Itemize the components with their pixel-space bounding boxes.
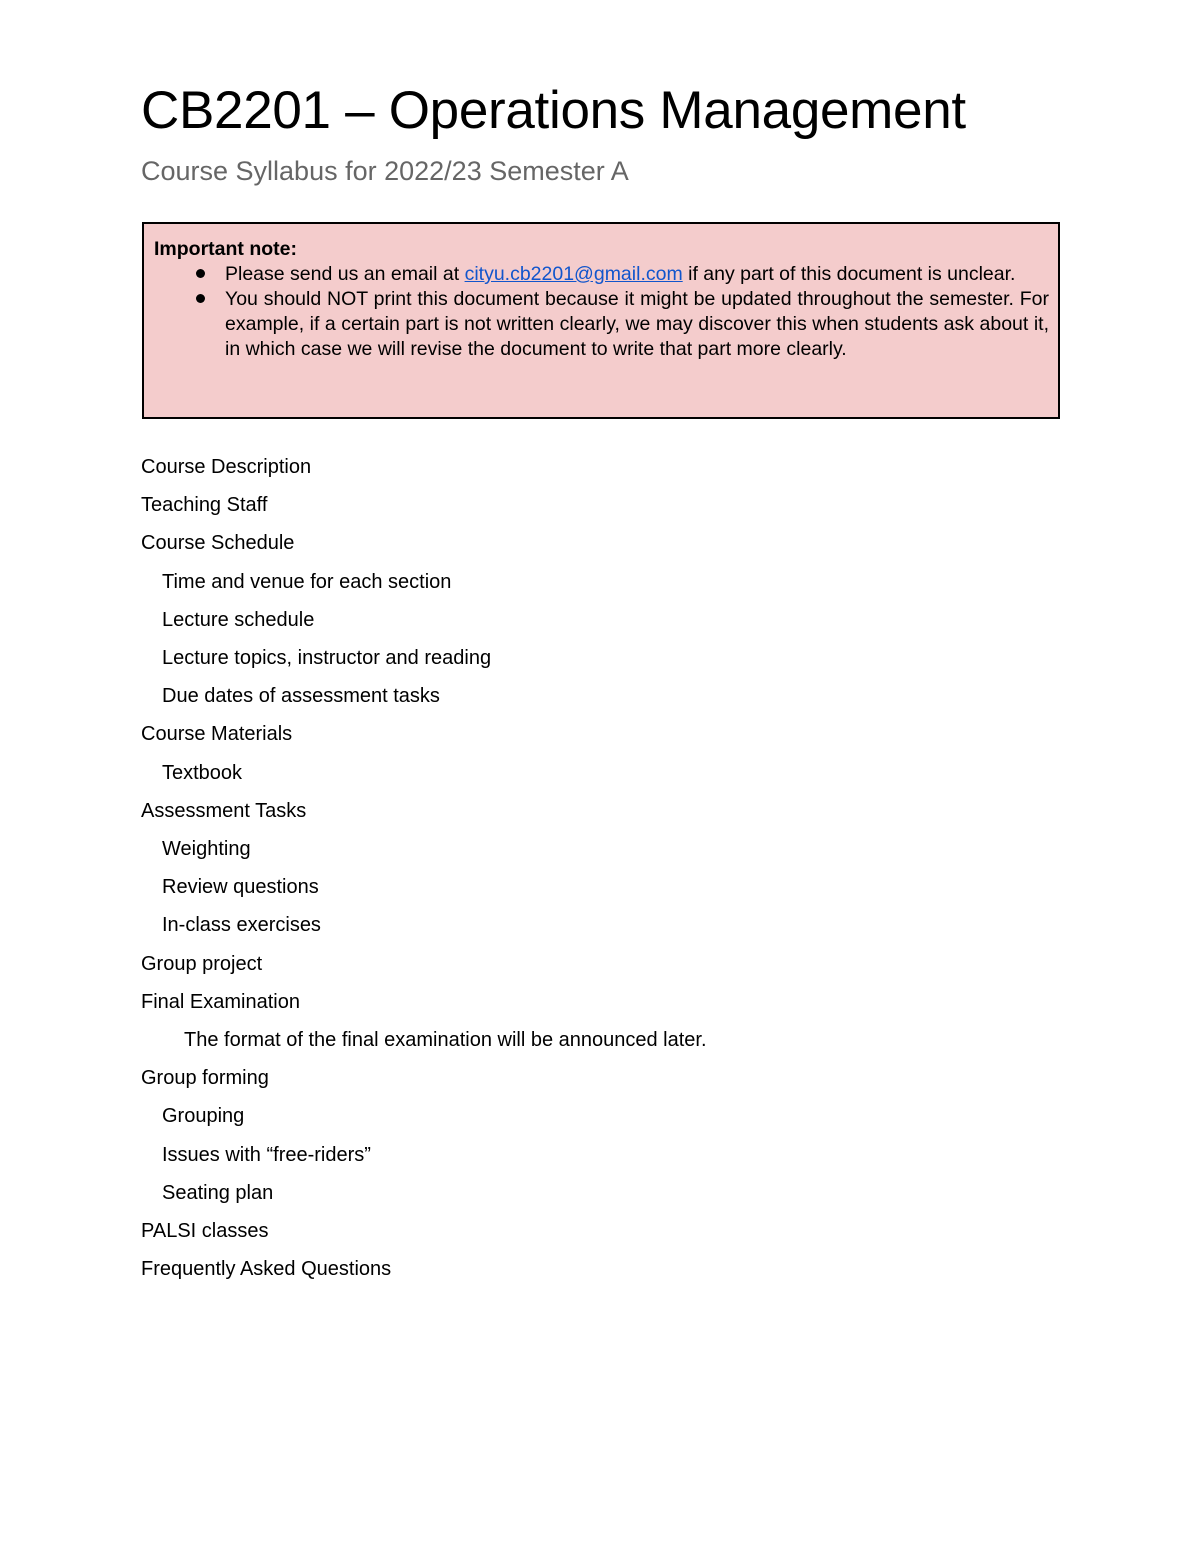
toc-item-in-class-exercises[interactable]: In-class exercises (162, 914, 321, 937)
bullet-icon (196, 294, 205, 303)
toc-item-grouping[interactable]: Grouping (162, 1105, 245, 1128)
toc-item-free-riders[interactable]: Issues with “free-riders” (162, 1143, 371, 1166)
toc-item-lecture-schedule[interactable]: Lecture schedule (162, 608, 315, 631)
toc-item-textbook[interactable]: Textbook (162, 761, 243, 784)
toc-item-course-materials[interactable]: Course Materials (141, 723, 293, 746)
note-heading: Important note: (154, 238, 297, 260)
note-list (154, 262, 1049, 362)
email-link[interactable]: cityu.cb2201@gmail.com (464, 263, 683, 285)
note-item-email-text-before: Please send us an email at (225, 263, 465, 285)
toc-item-assessment-tasks[interactable]: Assessment Tasks (141, 799, 307, 822)
note-item-print-text: You should NOT print this document because it might be updated throughout the semester. For example, if a certain part is not written clearly, we may discover this when students ask about it, in which case we will revise the document to write that part more clearly. (225, 288, 1049, 360)
toc-item-faq[interactable]: Frequently Asked Questions (141, 1258, 392, 1281)
toc-item-palsi-classes[interactable]: PALSI classes (141, 1220, 269, 1243)
toc-item-seating-plan[interactable]: Seating plan (162, 1181, 274, 1204)
toc-item-group-project[interactable]: Group project (141, 952, 263, 975)
note-item-email-text-after: if any part of this document is unclear. (682, 263, 1016, 285)
bullet-icon (196, 269, 205, 278)
toc-item-final-exam-format[interactable]: The format of the final examination will be announced later. (184, 1029, 707, 1052)
toc-item-review-questions[interactable]: Review questions (162, 876, 319, 899)
note-item-print (154, 287, 1049, 362)
toc-item-due-dates[interactable]: Due dates of assessment tasks (162, 685, 440, 708)
note-item-email (154, 262, 1049, 287)
toc-item-time-and-venue[interactable]: Time and venue for each section (162, 570, 452, 593)
toc-item-course-description[interactable]: Course Description (141, 456, 312, 478)
table-of-contents (141, 448, 1141, 1288)
toc-item-teaching-staff[interactable]: Teaching Staff (141, 494, 268, 517)
toc-item-group-forming[interactable]: Group forming (141, 1067, 269, 1090)
toc-item-course-schedule[interactable]: Course Schedule (141, 532, 295, 555)
document-subtitle: Course Syllabus for 2022/23 Semester A (141, 156, 629, 186)
document-title: CB2201 – Operations Management (141, 81, 966, 140)
toc-item-lecture-topics[interactable]: Lecture topics, instructor and reading (162, 647, 492, 670)
toc-item-final-examination[interactable]: Final Examination (141, 990, 300, 1013)
toc-item-weighting[interactable]: Weighting (162, 838, 251, 861)
important-note-box (142, 222, 1060, 419)
